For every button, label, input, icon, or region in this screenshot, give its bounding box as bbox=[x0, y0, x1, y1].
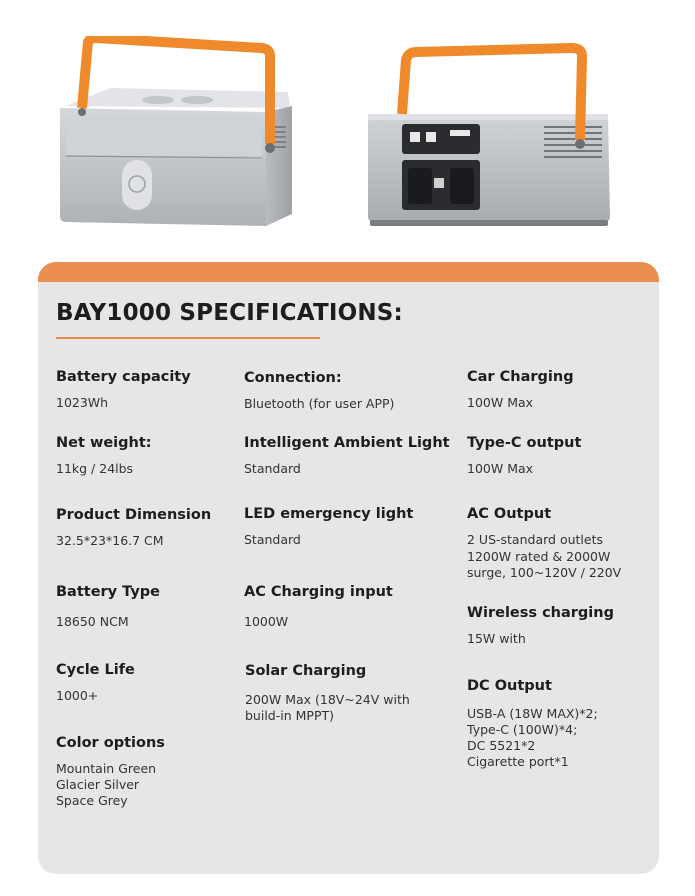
spec-value bbox=[467, 631, 614, 647]
spec-value bbox=[56, 461, 152, 477]
spec-label: Net weight: bbox=[56, 435, 152, 451]
spec-label: Color options bbox=[56, 735, 165, 751]
spec-value-line: 1200W rated & 2000W bbox=[467, 548, 611, 564]
spec-value bbox=[467, 706, 598, 770]
spec-value-line: 11kg / 24lbs bbox=[56, 461, 134, 476]
spec-value-line: 100W Max bbox=[467, 461, 534, 476]
spec-value bbox=[467, 532, 621, 582]
spec-value bbox=[467, 461, 581, 477]
spec-value-line: Mountain Green bbox=[56, 761, 157, 776]
spec-label: AC Output bbox=[467, 506, 552, 522]
spec-typec-output bbox=[467, 434, 581, 477]
spec-label: Wireless charging bbox=[467, 605, 614, 621]
page-title: BAY1000 SPECIFICATIONS: bbox=[56, 300, 403, 326]
spec-value-line: USB-A (18W MAX)*2; bbox=[467, 706, 598, 721]
product-back-image bbox=[362, 40, 614, 230]
spec-value-line: 2 US-standard outlets bbox=[467, 532, 603, 547]
spec-value-line: Glacier Silver bbox=[56, 777, 140, 792]
spec-net-weight bbox=[56, 434, 152, 477]
spec-value-line: 1023Wh bbox=[56, 395, 109, 410]
spec-label: Connection: bbox=[244, 370, 342, 386]
spec-value bbox=[56, 688, 135, 704]
spec-value bbox=[244, 614, 393, 630]
spec-dc-output bbox=[467, 677, 598, 770]
power-station-front-icon bbox=[52, 36, 300, 232]
spec-value-line: Space Grey bbox=[56, 793, 128, 808]
spec-product-dimension bbox=[56, 506, 211, 549]
spec-value-line: 100W Max bbox=[467, 395, 534, 410]
spec-value-line: surge, 100~120V / 220V bbox=[467, 565, 622, 580]
spec-value bbox=[245, 692, 410, 724]
specifications-card bbox=[38, 262, 659, 874]
spec-value bbox=[56, 614, 160, 630]
spec-value-line: DC 5521*2 bbox=[467, 738, 536, 753]
spec-value bbox=[467, 395, 574, 411]
spec-car-charging bbox=[467, 368, 574, 411]
spec-connection bbox=[244, 369, 394, 412]
spec-wireless-charging bbox=[467, 604, 614, 647]
spec-value bbox=[244, 532, 413, 548]
spec-ac-charging bbox=[244, 583, 393, 630]
spec-value bbox=[244, 461, 450, 477]
spec-led-light bbox=[244, 505, 413, 548]
spec-value-line: Cigarette port*1 bbox=[467, 754, 569, 769]
spec-value-line: Bluetooth (for user APP) bbox=[244, 396, 395, 411]
spec-value-line: 18650 NCM bbox=[56, 614, 129, 629]
spec-value-line: Standard bbox=[244, 532, 301, 547]
spec-cycle-life bbox=[56, 661, 135, 704]
spec-value-line: Standard bbox=[244, 461, 301, 476]
spec-value-line: 15W with bbox=[467, 631, 526, 646]
spec-ambient-light bbox=[244, 434, 450, 477]
spec-label: Cycle Life bbox=[56, 662, 135, 678]
spec-value bbox=[244, 396, 394, 412]
spec-value-line: build-in MPPT) bbox=[245, 708, 334, 723]
spec-color-options bbox=[56, 734, 165, 809]
spec-solar-charging bbox=[245, 662, 410, 724]
spec-value bbox=[56, 395, 191, 411]
spec-label: Solar Charging bbox=[245, 663, 367, 679]
spec-label: Car Charging bbox=[467, 369, 574, 385]
spec-label: Battery capacity bbox=[56, 369, 191, 385]
spec-label: AC Charging input bbox=[244, 584, 393, 600]
spec-ac-output bbox=[467, 505, 621, 582]
spec-value-line: 1000W bbox=[244, 614, 289, 629]
title-underline bbox=[56, 337, 320, 339]
spec-label: LED emergency light bbox=[244, 506, 414, 522]
spec-label: Type-C output bbox=[467, 435, 582, 451]
spec-battery-type bbox=[56, 583, 160, 630]
spec-label: DC Output bbox=[467, 678, 552, 694]
spec-label: Intelligent Ambient Light bbox=[244, 435, 450, 451]
spec-value-line: 1000+ bbox=[56, 688, 99, 703]
spec-battery-capacity bbox=[56, 368, 191, 411]
spec-label: Battery Type bbox=[56, 584, 161, 600]
spec-label: Product Dimension bbox=[56, 507, 212, 523]
spec-value bbox=[56, 533, 211, 549]
spec-value bbox=[56, 761, 165, 809]
product-front-image bbox=[52, 36, 300, 232]
power-station-back-icon bbox=[362, 40, 614, 230]
spec-value-line: 200W Max (18V~24V with bbox=[245, 692, 410, 707]
spec-value-line: Type-C (100W)*4; bbox=[467, 722, 578, 737]
spec-value-line: 32.5*23*16.7 CM bbox=[56, 533, 164, 548]
card-accent-bar bbox=[38, 262, 659, 282]
